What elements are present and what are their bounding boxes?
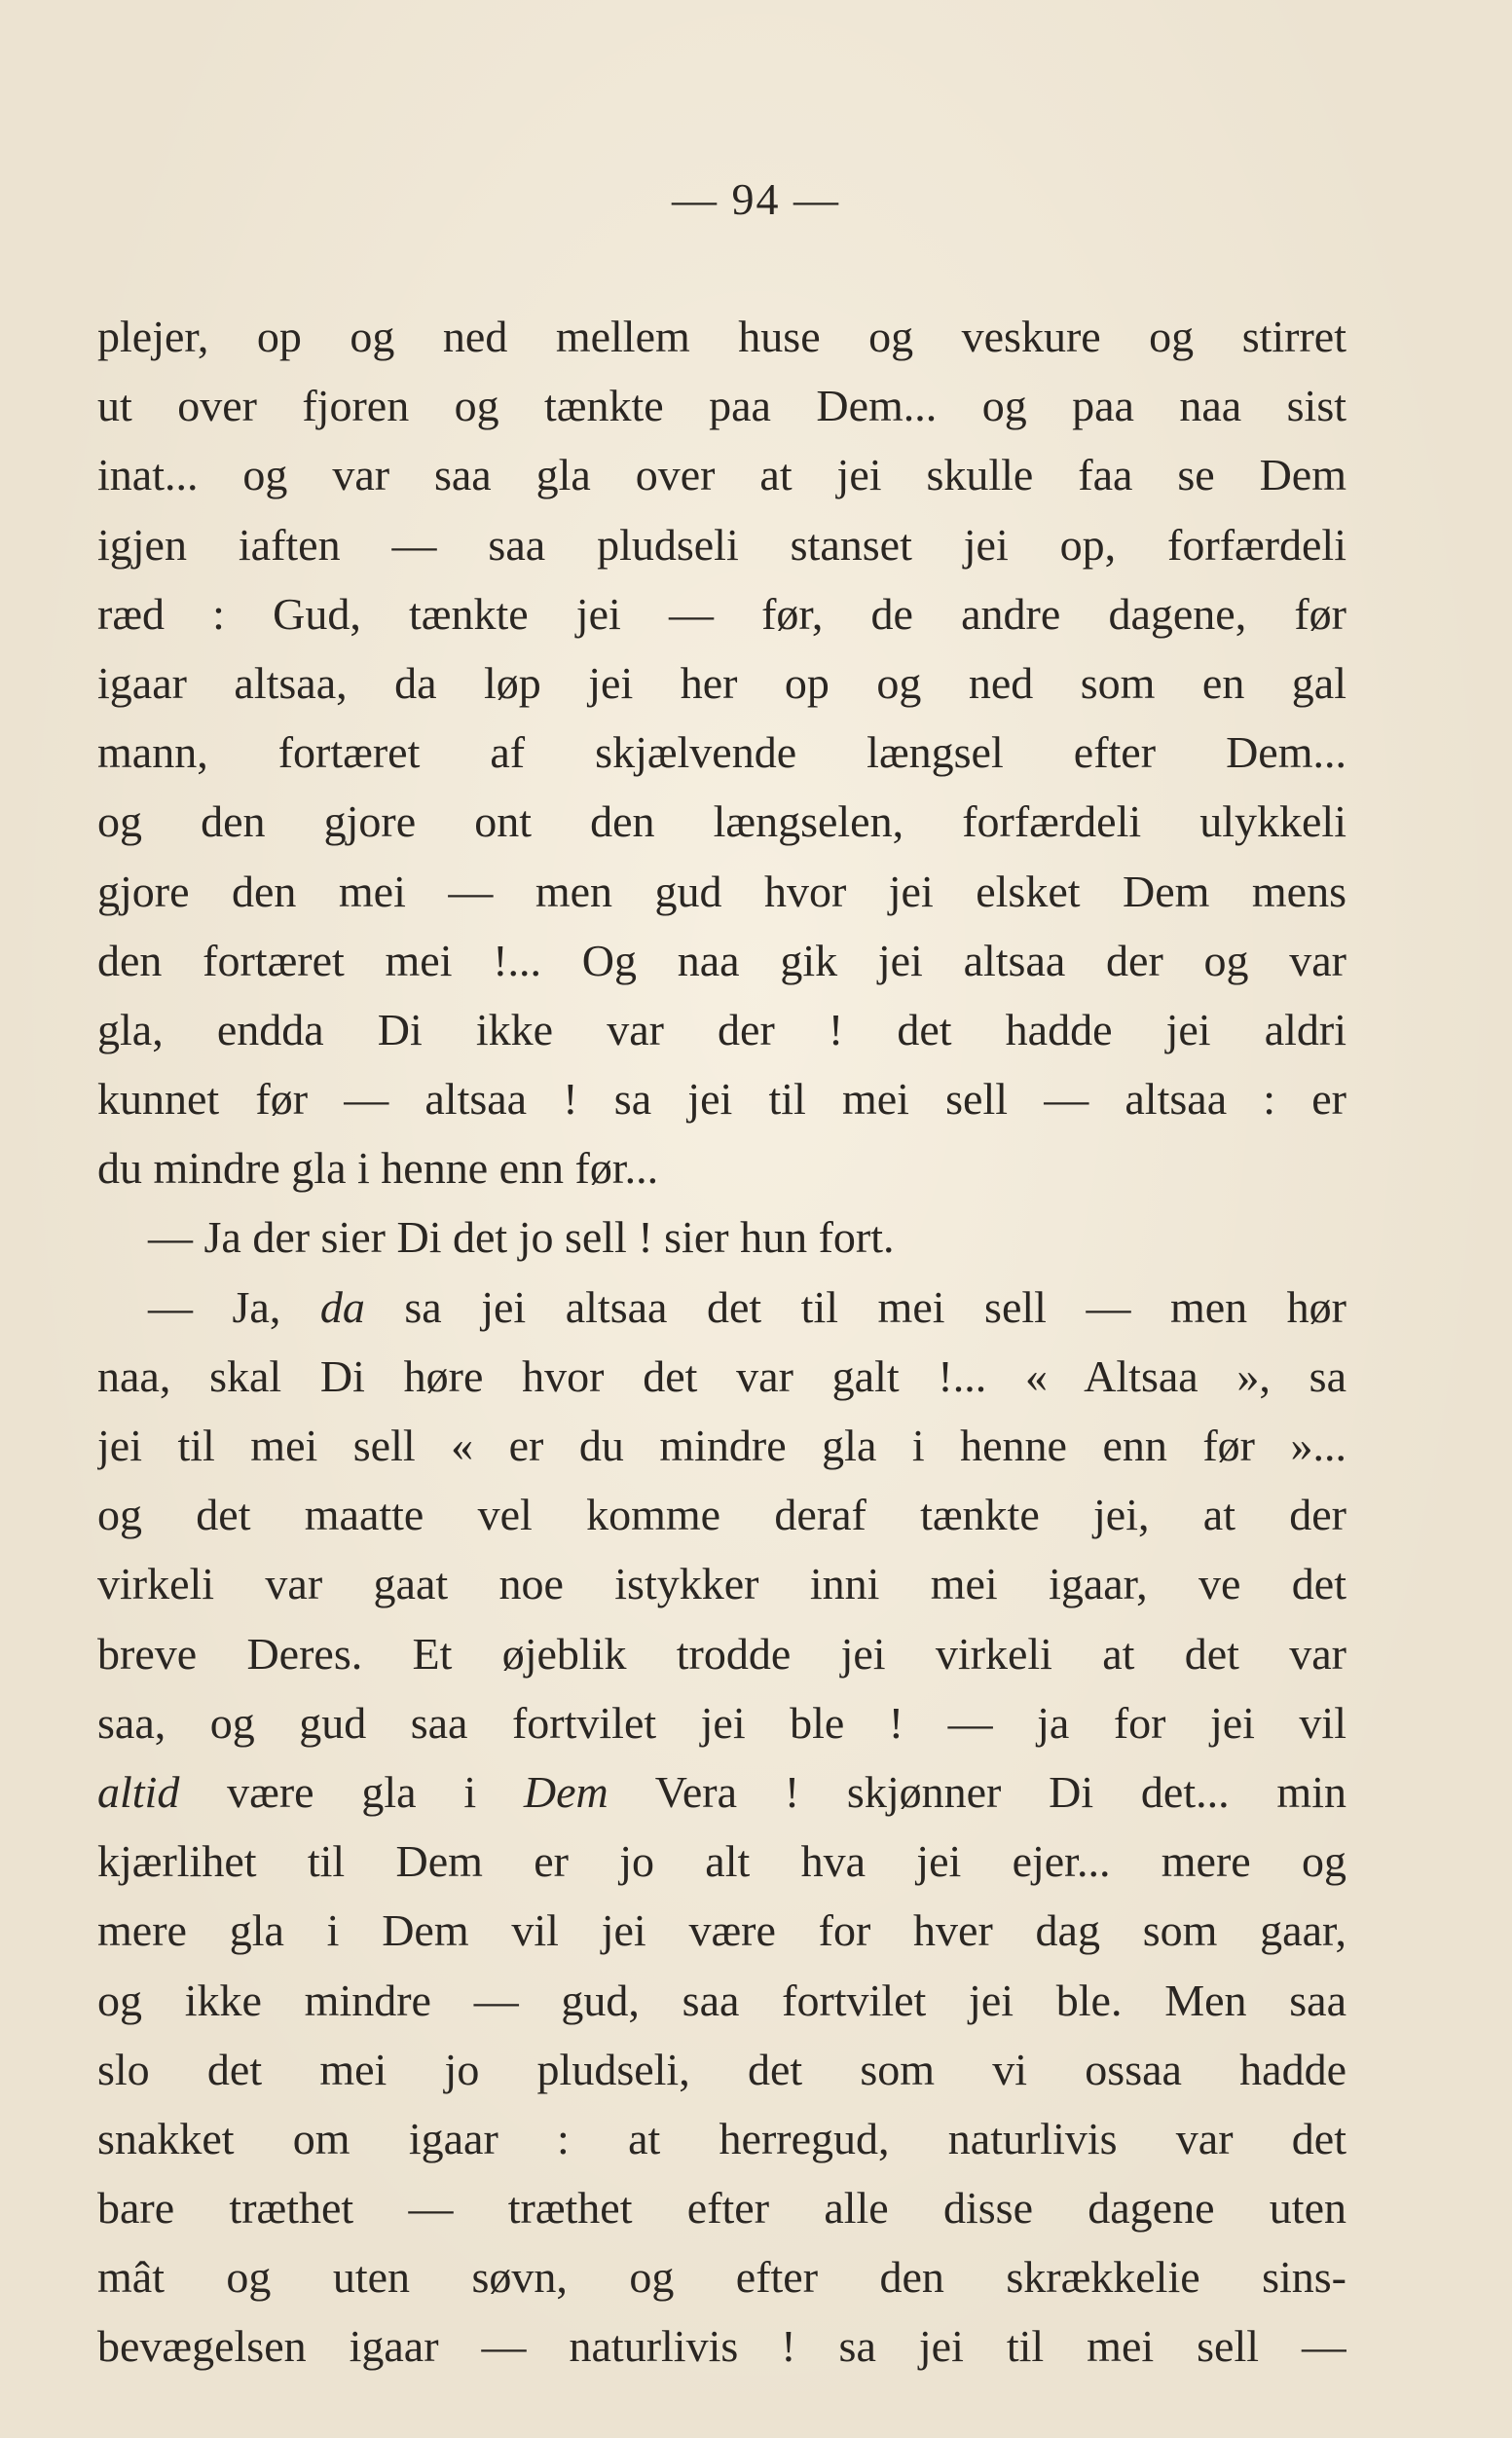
text-segment: Vera ! skjønner Di det... min xyxy=(608,1766,1346,1817)
text-line: gjore den mei — men gud hvor jei elsket Dem mens xyxy=(97,866,1346,916)
text-line: breve Deres. Et øjeblik trodde jei virkeli at det var xyxy=(97,1628,1346,1679)
text-line: slo det mei jo pludseli, det som vi ossaa hadde xyxy=(97,2044,1346,2094)
italic-word: altid xyxy=(97,1766,180,1817)
text-line: og den gjore ont den længselen, forfærdeli ulykkeli xyxy=(97,796,1346,847)
text-line: gla, endda Di ikke var der ! det hadde jei aldri xyxy=(97,1004,1346,1054)
text-segment: — Ja, xyxy=(148,1281,320,1332)
text-line xyxy=(97,1757,1346,1827)
text-line: plejer, op og ned mellem huse og veskure og stirret xyxy=(97,312,1346,361)
text-line: ut over fjoren og tænkte paa Dem... og paa naa sist xyxy=(97,381,1346,431)
text-line: bare træthet — træthet efter alle disse dagene uten xyxy=(97,2183,1346,2234)
page-number: — 94 — xyxy=(672,174,840,224)
text-line: ræd : Gud, tænkte jei — før, de andre dagene, før xyxy=(97,588,1346,639)
text-line: naa, skal Di høre hvor det var galt !... « Altsaa », sa xyxy=(97,1350,1346,1401)
text-line: igaar altsaa, da løp jei her op og ned som en gal xyxy=(97,657,1346,708)
text-line: igjen iaften — saa pludseli stanset jei op, forfærdeli xyxy=(97,519,1346,570)
text-line: saa, og gud saa fortvilet jei ble ! — ja for jei vil xyxy=(97,1697,1346,1748)
text-segment: sa jei altsaa det til mei sell — men hør xyxy=(364,1281,1346,1332)
text-line: kunnet før — altsaa ! sa jei til mei sell — altsaa : er xyxy=(97,1074,1346,1125)
text-line: og ikke mindre — gud, saa fortvilet jei ble. Men saa xyxy=(97,1975,1346,2025)
text-line: kjærlihet til Dem er jo alt hva jei ejer... mere og xyxy=(97,1836,1346,1887)
text-segment: være gla i xyxy=(179,1766,524,1817)
italic-word: da xyxy=(319,1281,365,1332)
text-line: mât og uten søvn, og efter den skrækkelie sins- xyxy=(97,2252,1346,2303)
text-line: og det maatte vel komme deraf tænkte jei, at der xyxy=(97,1490,1346,1540)
text-line: den fortæret mei !... Og naa gik jei altsaa der og var xyxy=(97,935,1346,985)
text-line: snakket om igaar : at herregud, naturlivis var det xyxy=(97,2113,1346,2163)
text-line: mere gla i Dem vil jei være for hver dag som gaar, xyxy=(97,1905,1346,1956)
italic-word: Dem xyxy=(523,1766,608,1817)
text-line: bevægelsen igaar — naturlivis ! sa jei til mei sell — xyxy=(97,2321,1346,2372)
text-line: du mindre gla i henne enn før... xyxy=(97,1143,659,1194)
text-line: virkeli var gaat noe istykker inni mei igaar, ve det xyxy=(97,1559,1346,1609)
body-text xyxy=(97,302,1346,2382)
text-line-dialogue xyxy=(97,1273,1346,1342)
text-line: jei til mei sell « er du mindre gla i henne enn før »... xyxy=(97,1421,1346,1470)
text-line: mann, fortæret af skjælvende længsel efter Dem... xyxy=(97,727,1346,778)
text-line: inat... og var saa gla over at jei skulle faa se Dem xyxy=(97,450,1346,500)
text-line-dialogue: — Ja der sier Di det jo sell ! sier hun fort. xyxy=(148,1212,895,1263)
